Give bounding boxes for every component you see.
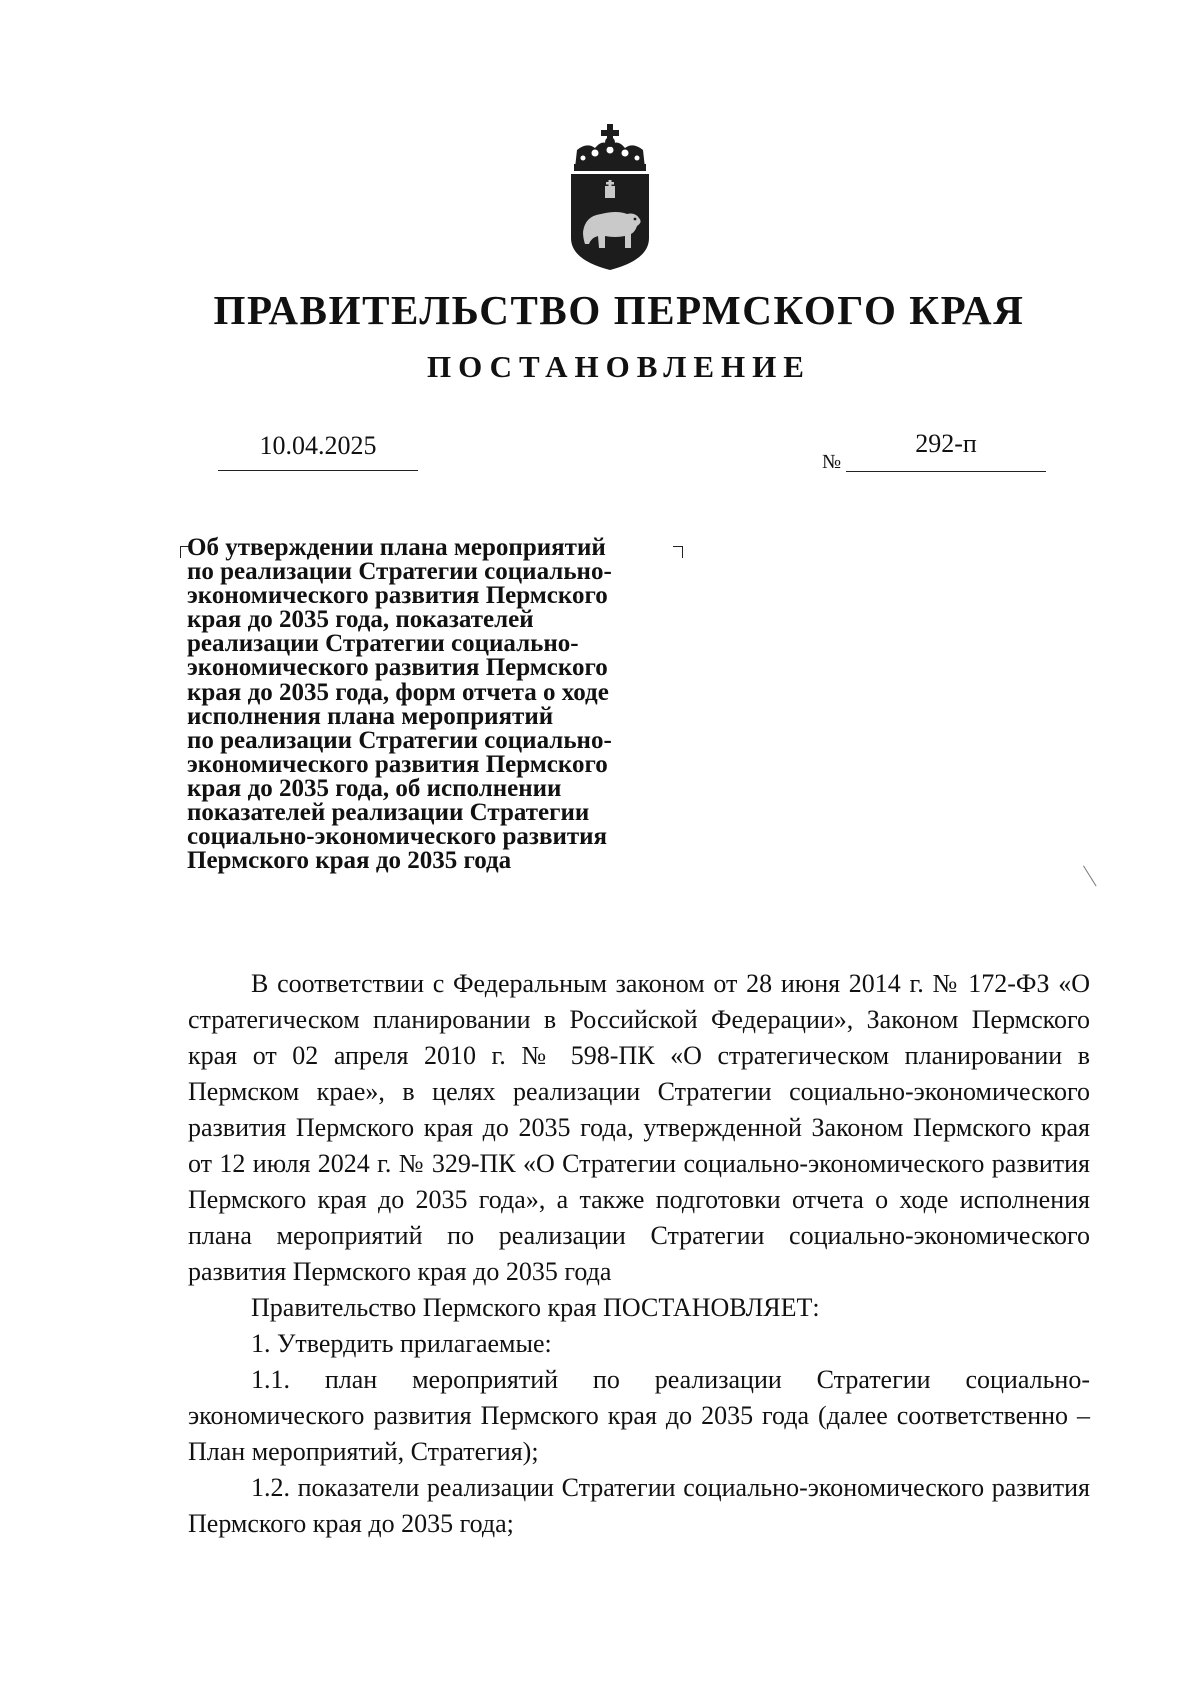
document-type: ПОСТАНОВЛЕНИЕ (427, 349, 811, 384)
document-body (188, 966, 1090, 1542)
number-field (822, 428, 1046, 476)
subject-line: показателей реализации Стратегии (187, 799, 590, 827)
government-title: ПРАВИТЕЛЬСТВО ПЕРМСКОГО КРАЯ (213, 287, 1025, 333)
subject-line: Об утверждении плана мероприятий (187, 534, 606, 561)
date-value: 10.04.2025 (259, 431, 377, 460)
subject-line: края до 2035 года, форм отчета о ходе (187, 678, 609, 706)
subject-line: края до 2035 года, об исполнении (187, 774, 562, 802)
number-value: 292-п (915, 429, 977, 458)
body-paragraph: 1. Утвердить прилагаемые: (251, 1329, 552, 1358)
subject-line: Пермского края до 2035 года (187, 847, 512, 875)
subject-line: по реализации Стратегии социально- (187, 726, 612, 754)
subject-line: социально-экономического развития (187, 823, 608, 851)
document-subject (187, 536, 687, 873)
subject-line: реализации Стратегии социально- (187, 630, 579, 658)
subject-line: исполнения плана мероприятий (187, 702, 554, 730)
subject-line: экономического развития Пермского (187, 654, 608, 682)
subject-line: по реализации Стратегии социально- (187, 558, 612, 586)
subject-line: экономического развития Пермского (187, 582, 608, 610)
coat-of-arms-icon (565, 120, 655, 272)
date-field (218, 430, 418, 474)
number-sign: № (822, 451, 842, 473)
body-paragraph: Правительство Пермского края ПОСТАНОВЛЯЕТ: (251, 1293, 820, 1322)
crown-icon (574, 124, 646, 171)
body-paragraph: 1.2. показатели реализации Стратегии социально-экономического развития Пермского края до 2035 года; (188, 1473, 1090, 1538)
body-paragraph: 1.1. план мероприятий по реализации Стратегии социально-экономического развития Пермского края до 2035 года (далее соответственно – План мероприятий, Стратегия); (188, 1365, 1090, 1466)
subject-line: края до 2035 года, показателей (187, 606, 534, 634)
body-paragraph: В соответствии с Федеральным законом от 28 июня 2014 г. № 172-ФЗ «О стратегическом планировании в Российской Федерации», Законом Пермского края от 02 апреля 2010 г. № 598-ПК «О стратегическом планировании в Пермском крае», в целях реализации Стратегии социально-экономического развития Пермского края до 2035 года, утвержденной Законом Пермского края от 12 июля 2024 г. № 329-ПК «О Стратегии социально-экономического развития Пермского края до 2035 года», а также подготовки отчета о ходе исполнения плана мероприятий по реализации Стратегии социально-экономического развития Пермского края до 2035 года (188, 969, 1090, 1286)
scan-artifact (1083, 865, 1097, 886)
date-underline (218, 470, 418, 471)
subject-line: экономического развития Пермского (187, 750, 608, 778)
number-underline (846, 471, 1046, 472)
